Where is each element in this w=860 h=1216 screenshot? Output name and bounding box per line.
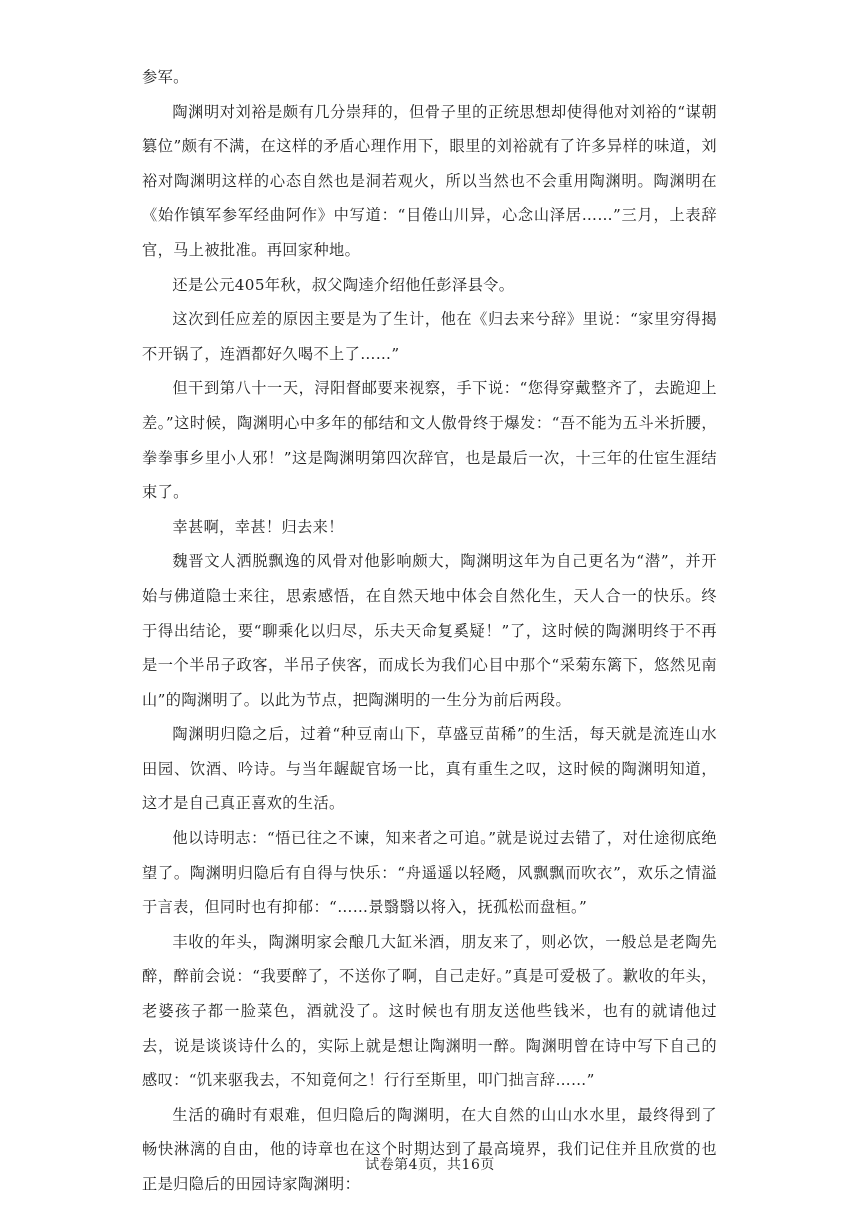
paragraph-pengze: 还是公元405年秋，叔父陶逵介绍他任彭泽县令。	[172, 275, 515, 294]
article-body	[142, 60, 717, 1202]
paragraph-continuation: 参军。	[142, 68, 189, 86]
paragraph-exclamation: 幸甚啊，幸甚！归去来！	[172, 517, 344, 536]
paragraph-retirement: 陶渊明归隐之后，过着“种豆南山下，草盛豆苗稀”的生活，每天就是流连山水田园、饮酒、吟诗。与当年龌龊官场一比，真有重生之叹，这时候的陶渊明知道，这才是自己真正喜欢的生活。	[142, 725, 717, 813]
paragraph-poetry: 他以诗明志：“悟已往之不谏，知来者之可追。”就是说过去错了，对仕途彻底绝望了。陶渊明归隐后有自得与快乐：“舟遥遥以轻飏，风飘飘而吹衣”，欢乐之情溢于言表，但同时也有抑郁：“……景翳翳以将入，抚孤松而盘桓。”	[142, 829, 717, 917]
paragraph-liu-yu: 陶渊明对刘裕是颇有几分崇拜的，但骨子里的正统思想却使得他对刘裕的“谋朝篡位”颇有不满，在这样的矛盾心理作用下，眼里的刘裕就有了许多异样的味道，刘裕对陶渊明这样的心态自然也是洞若观火，所以当然也不会重用陶渊明。陶渊明在《始作镇军参军经曲阿作》中写道：“目倦山川异，心念山泽居……”三月，上表辞官，马上被批准。再回家种地。	[142, 102, 717, 259]
page-number-footer: 试卷第4页，共16页	[365, 1157, 495, 1173]
paragraph-harvest: 丰收的年头，陶渊明家会酿几大缸米酒，朋友来了，则必饮，一般总是老陶先醉，醉前会说：“我要醉了，不送你了啊，自己走好。”真是可爱极了。歉收的年头，老婆孩子都一脸菜色，酒就没了。这时候也有朋友送他些钱米，也有的就请他过去，说是谈谈诗什么的，实际上就是想让陶渊明一醉。陶渊明曾在诗中写下自己的感叹：“饥来驱我去，不知竟何之！行行至斯里，叩门拙言辞……”	[142, 932, 717, 1090]
paragraph-wei-jin: 魏晋文人洒脱飘逸的风骨对他影响颇大，陶渊明这年为自己更名为“潜”，并开始与佛道隐士来往，思索感悟，在自然天地中体会自然化生，天人合一的快乐。终于得出结论，要“聊乘化以归尽，乐夫天命复奚疑！”了，这时候的陶渊明终于不再是一个半吊子政客，半吊子侠客，而成长为我们心目中那个“采菊东篱下，悠然见南山”的陶渊明了。以此为节点，把陶渊明的一生分为前后两段。	[142, 552, 717, 709]
paragraph-resignation: 但干到第八十一天，浔阳督邮要来视察，手下说：“您得穿戴整齐了，去跪迎上差。”这时候，陶渊明心中多年的郁结和文人傲骨终于爆发：“吾不能为五斗米折腰，拳拳事乡里小人邪！”这是陶渊明第四次辞官，也是最后一次，十三年的仕宦生涯结束了。	[142, 379, 717, 502]
paragraph-livelihood: 这次到任应差的原因主要是为了生计，他在《归去来兮辞》里说：“家里穷得揭不开锅了，连酒都好久喝不上了……”	[142, 310, 717, 363]
paragraph-freedom: 生活的确时有艰难，但归隐后的陶渊明，在大自然的山山水水里，最终得到了畅快淋漓的自由，他的诗章也在这个时期达到了最高境界，我们记住并且欣赏的也正是归隐后的田园诗家陶渊明：	[142, 1105, 717, 1193]
